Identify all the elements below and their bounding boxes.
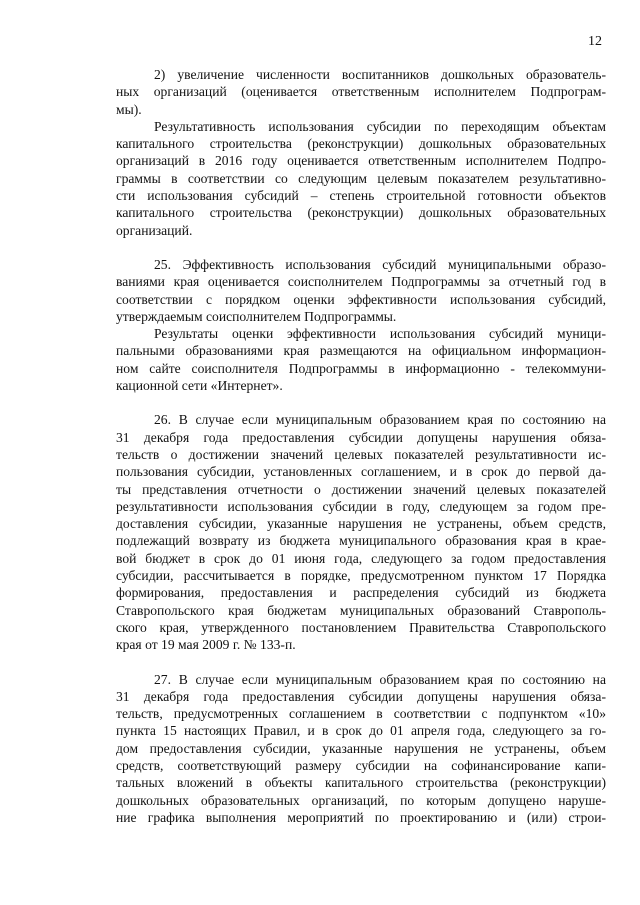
paragraph-gap [116, 239, 606, 256]
text-line: Результативность использования субсидии по переходящим объектам [154, 118, 606, 134]
text-line: ваниями края оценивается соисполнителем Подпрограммы за отчетный год в [116, 274, 606, 290]
text-line: дошкольных образовательных организаций, по которым допущено наруше- [116, 792, 606, 808]
text-line: организаций. [116, 222, 193, 238]
text-line: 31 декабря года предоставления субсидии допущены нарушения обяза- [116, 688, 606, 704]
text-line: пользования субсидии, установленных соглашением, и в срок до первой да- [116, 464, 606, 480]
paragraph-gap [116, 654, 606, 671]
text-line: утверждаемым соисполнителем Подпрограммы. [116, 308, 397, 324]
page-number: 12 [588, 34, 602, 49]
text-line: капитального строительства (реконструкции) дошкольных образовательных [116, 136, 606, 152]
text-line: ты представления отчетности о достижении значений целевых показателей [116, 481, 606, 497]
text-line: ных организаций (оценивается ответственным исполнителем Подпрограм- [116, 84, 606, 100]
text-line: граммы в соответствии со следующим целевым показателем результативно- [116, 170, 606, 186]
text-line: ние графика выполнения мероприятий по проектированию и (или) строи- [116, 809, 606, 825]
text-line: результативности использования субсидии в году, следующем за годом пре- [116, 498, 606, 514]
document-body [116, 66, 606, 826]
text-line: формирования, предоставления и распределения субсидий из бюджета [116, 585, 606, 601]
text-line: тальных вложений в объекты капитального строительства (реконструкции) [116, 775, 606, 791]
text-line: пальными образованиями края размещаются на официальном информацион- [116, 343, 606, 359]
text-line: 25. Эффективность использования субсидий муниципальными образо- [154, 256, 606, 272]
text-line: мы). [116, 101, 142, 117]
paragraph-p6 [116, 671, 606, 827]
text-line: доставления субсидии, указанные нарушения не устранены, объем средств, [116, 516, 606, 532]
text-line: дом предоставления субсидии, указанные нарушения не устранены, объем [116, 740, 606, 756]
text-line: пункта 15 настоящих Правил, и в срок до 01 апреля года, следующего за го- [116, 723, 606, 739]
text-line: средств, соответствующий размеру субсидии на софинансирование капи- [116, 757, 606, 773]
text-line: соответствии с порядком оценки эффективности использования субсидий, [116, 291, 606, 307]
text-line: Результаты оценки эффективности использования субсидий муници- [154, 326, 606, 342]
text-line: организаций в 2016 году оценивается ответственным исполнителем Подпро- [116, 153, 606, 169]
text-line: ном сайте соисполнителя Подпрограммы в информационно - телекоммуни- [116, 360, 606, 376]
text-line: тельств, предусмотренных соглашением в соответствии с подпунктом «10» [116, 706, 606, 722]
text-line: Ставропольского края бюджетам муниципальных образований Ставрополь- [116, 602, 606, 618]
text-line: субсидии, рассчитывается в порядке, предусмотренном пунктом 17 Порядка [116, 568, 606, 584]
paragraph-p3 [116, 256, 606, 325]
text-line: сти использования субсидий – степень строительной готовности объектов [116, 188, 606, 204]
text-line: подлежащий возврату из бюджета муниципального образования края в крае- [116, 533, 606, 549]
text-line: 31 декабря года предоставления субсидии допущены нарушения обяза- [116, 429, 606, 445]
paragraph-p4 [116, 325, 606, 394]
text-line: края от 19 мая 2009 г. № 133-п. [116, 637, 296, 653]
text-line: 2) увеличение численности воспитанников дошкольных образователь- [154, 67, 606, 82]
text-line: 27. В случае если муниципальным образованием края по состоянию на [154, 671, 606, 687]
paragraph-p2 [116, 118, 606, 239]
text-line: капитального строительства (реконструкции) дошкольных образовательных [116, 205, 606, 221]
paragraph-gap [116, 394, 606, 411]
text-line: кационной сети «Интернет». [116, 378, 283, 394]
paragraph-p5 [116, 411, 606, 653]
text-line: вой бюджет в срок до 01 июня года, следующего за годом предоставления [116, 550, 606, 566]
paragraph-p1 [116, 66, 606, 118]
text-line: 26. В случае если муниципальным образованием края по состоянию на [154, 412, 606, 428]
text-line: ского края, утвержденного постановлением Правительства Ставропольского [116, 619, 606, 635]
text-line: тельств о достижении значений целевых показателей результативности ис- [116, 446, 606, 462]
